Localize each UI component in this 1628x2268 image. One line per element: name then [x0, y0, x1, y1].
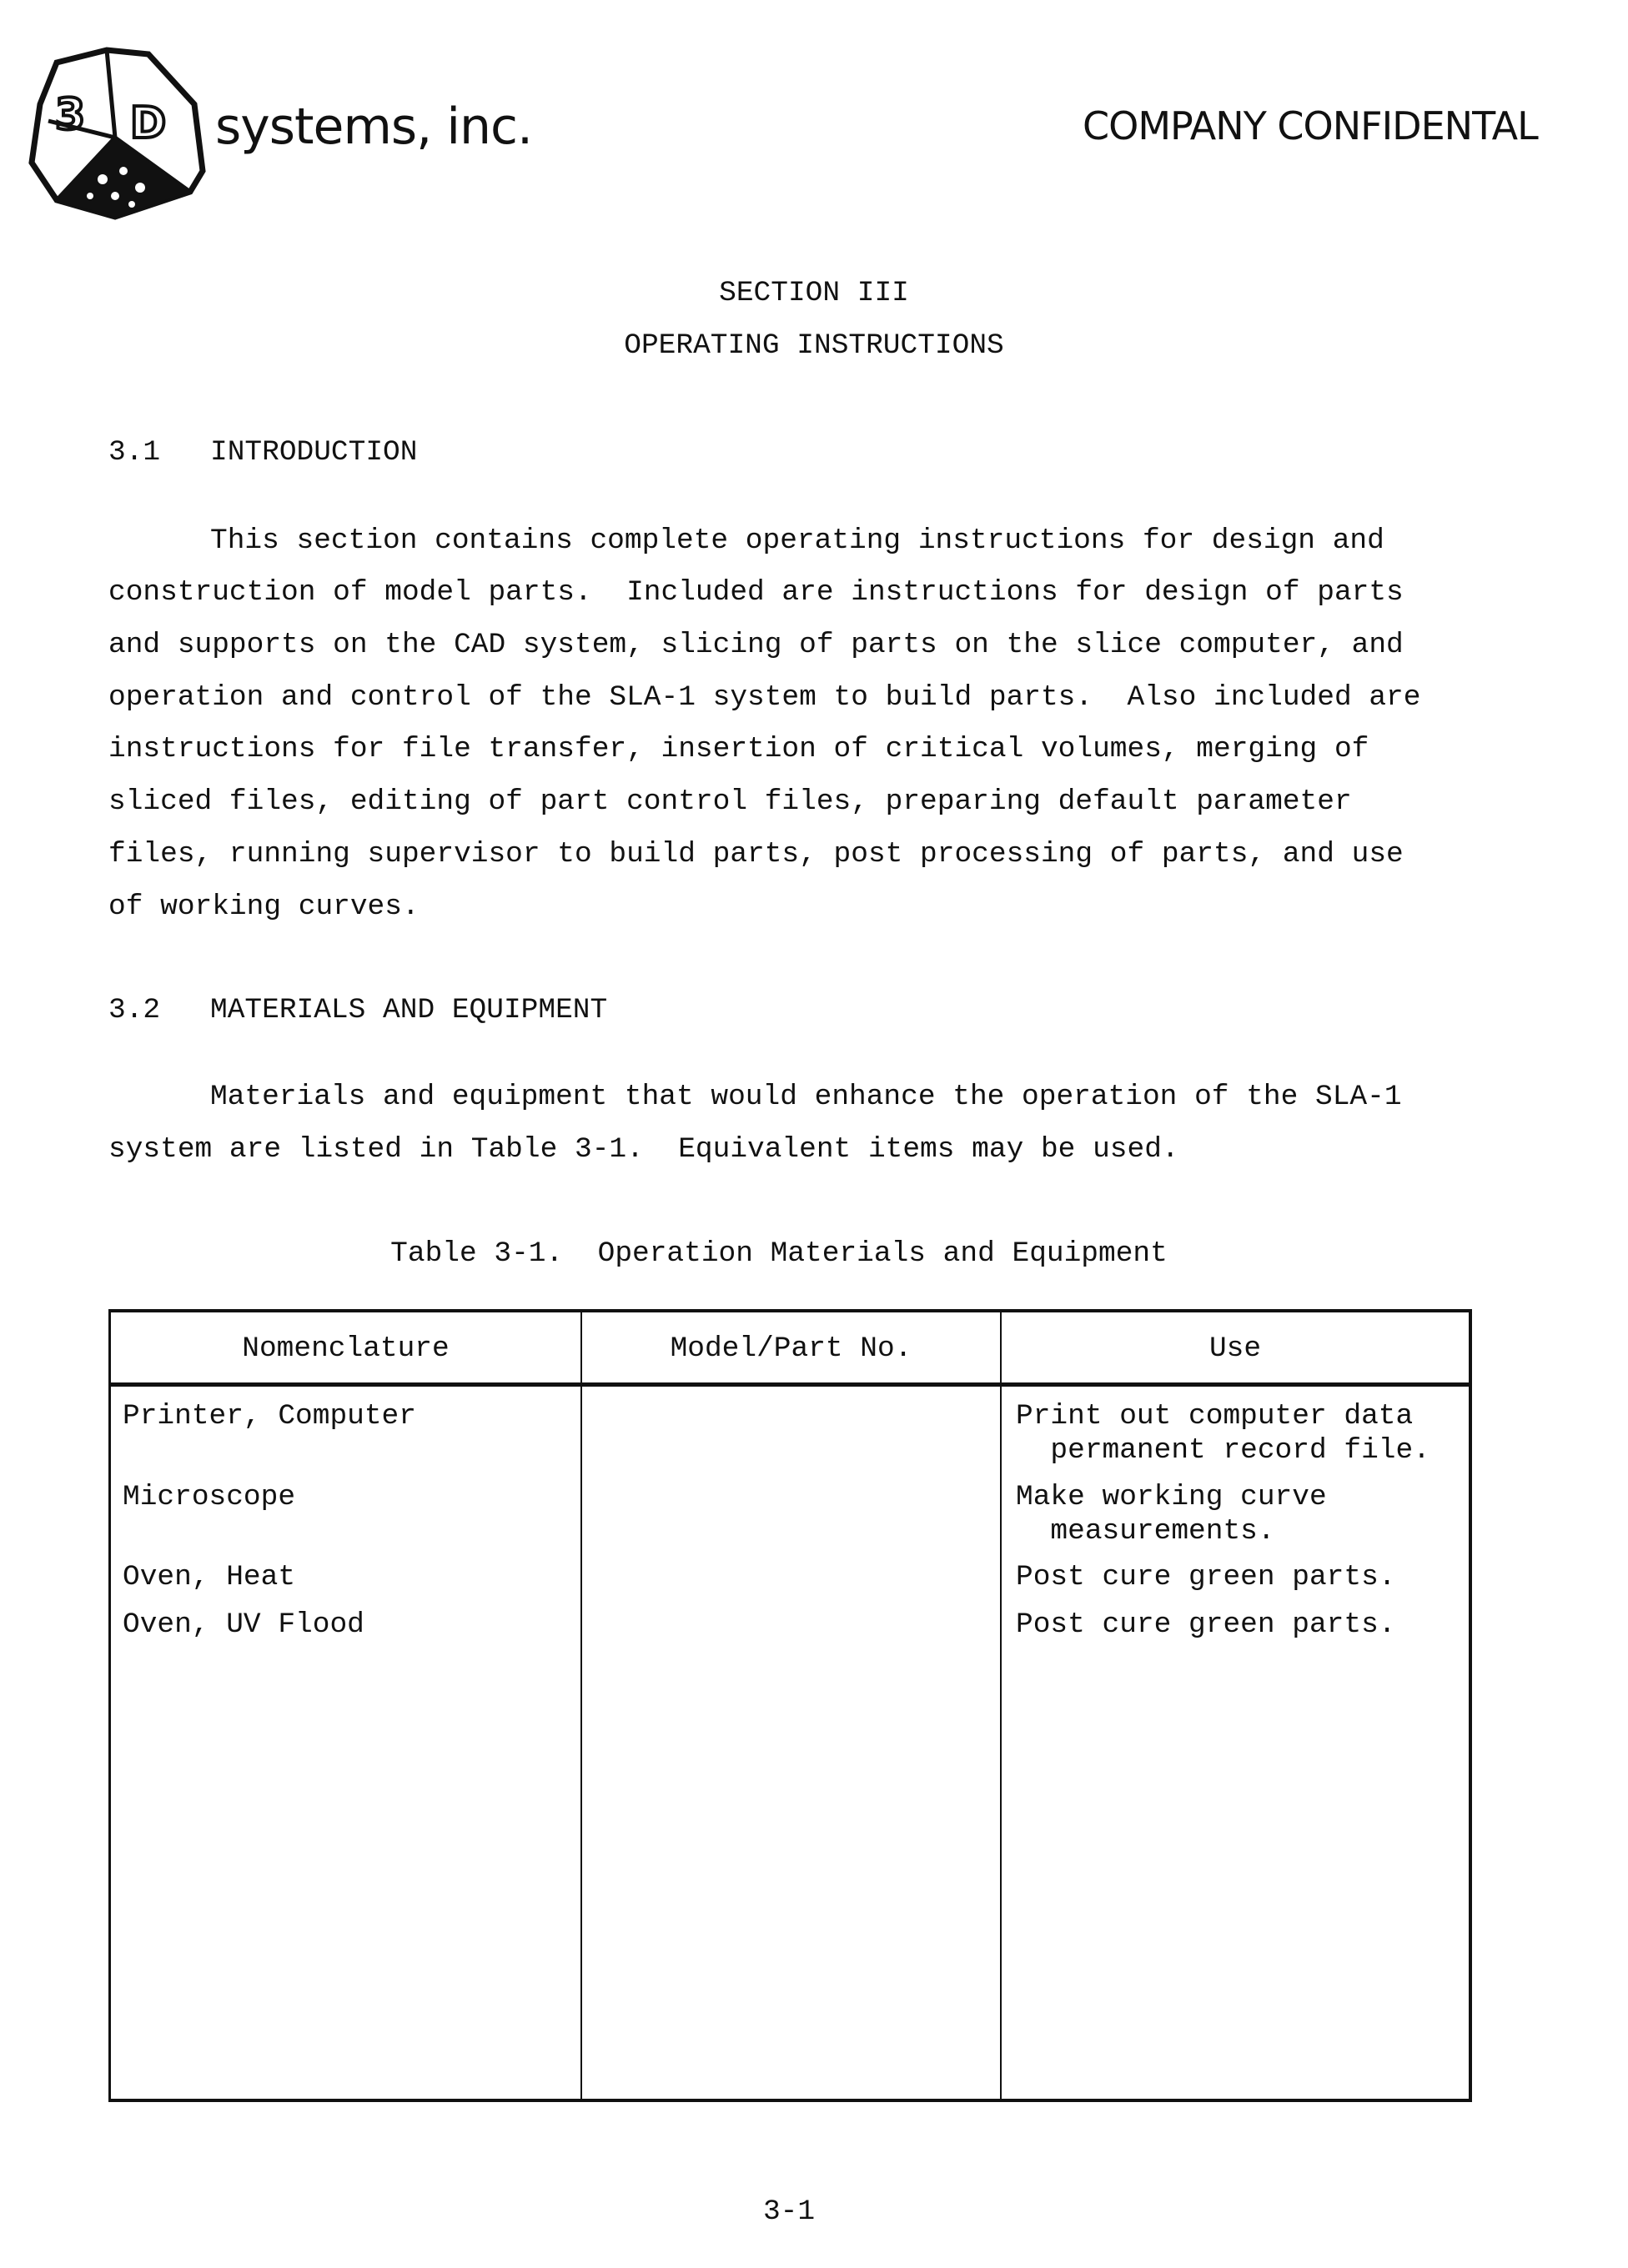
paragraph-line: and supports on the CAD system, slicing of parts on the slice computer, and [108, 631, 1404, 660]
column-divider [580, 1312, 582, 2099]
svg-text:3: 3 [55, 90, 85, 140]
paragraph-line: files, running supervisor to build parts, post processing of parts, and use [108, 840, 1404, 870]
confidential-label: COMPANY CONFIDENTAL [1083, 107, 1538, 145]
cell-use: permanent record file. [1016, 1437, 1430, 1466]
column-header-use: Use [1002, 1312, 1469, 1384]
paragraph-line: sliced files, editing of part control files, preparing default parameter [108, 788, 1352, 817]
cell-nomenclature: Oven, UV Flood [123, 1611, 364, 1640]
equipment-table [108, 1309, 1472, 2102]
column-divider [1000, 1312, 1002, 2099]
section-number: SECTION III [0, 279, 1628, 309]
paragraph-line: This section contains complete operating instructions for design and [210, 527, 1384, 556]
page-number: 3-1 [0, 2198, 1578, 2227]
company-logo [23, 46, 215, 221]
cell-nomenclature: Microscope [123, 1483, 295, 1513]
paragraph-line: Materials and equipment that would enhance the operation of the SLA-1 [210, 1083, 1402, 1112]
cell-use: measurements. [1016, 1518, 1275, 1547]
subsection-heading: MATERIALS AND EQUIPMENT [210, 996, 607, 1026]
column-header-model: Model/Part No. [582, 1312, 1000, 1384]
cell-nomenclature: Oven, Heat [123, 1563, 295, 1593]
cell-nomenclature: Printer, Computer [123, 1402, 416, 1432]
cell-use: Post cure green parts. [1016, 1563, 1395, 1593]
paragraph-line: instructions for file transfer, insertion of critical volumes, merging of [108, 735, 1369, 765]
section-title: OPERATING INSTRUCTIONS [0, 332, 1628, 361]
subsection-number: 3.2 [108, 996, 160, 1026]
cell-use: Make working curve [1016, 1483, 1327, 1513]
subsection-heading: INTRODUCTION [210, 439, 417, 468]
subsection-number: 3.1 [108, 439, 160, 468]
svg-text:D: D [130, 98, 166, 148]
paragraph-line: construction of model parts. Included are instructions for design of parts [108, 579, 1404, 608]
paragraph-line: system are listed in Table 3-1. Equivalent items may be used. [108, 1136, 1179, 1165]
paragraph-line: operation and control of the SLA-1 system to build parts. Also included are [108, 684, 1420, 713]
cell-use: Print out computer data [1016, 1402, 1413, 1432]
company-name: systems, inc. [215, 102, 532, 152]
cell-use: Post cure green parts. [1016, 1611, 1395, 1640]
column-header-nomenclature: Nomenclature [111, 1312, 580, 1384]
table-caption: Table 3-1. Operation Materials and Equipment [0, 1240, 1558, 1269]
paragraph-line: of working curves. [108, 893, 420, 922]
